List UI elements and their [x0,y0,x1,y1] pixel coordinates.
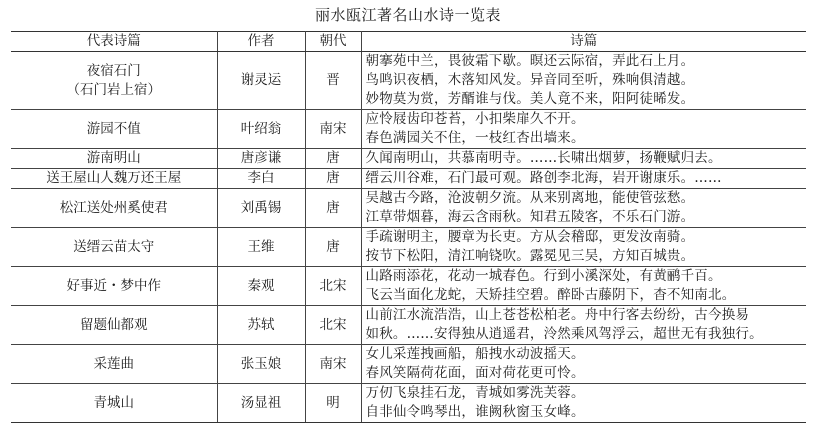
author-cell: 刘禹锡 [217,189,305,228]
poem-text-cell [361,189,806,228]
author-cell: 叶绍翁 [217,110,305,149]
poem-title: 送王屋山人魏万还王屋 [46,170,182,186]
header-dynasty: 朝代 [305,32,361,52]
poem-text-cell [361,306,806,345]
poem-line: 朝搴苑中兰，畏彼霜下歇。暝还云际宿，弄此石上月。 [365,53,695,69]
table-row [11,52,806,110]
table-row [11,189,806,228]
dynasty-cell: 北宋 [305,267,361,306]
author-cell: 李白 [217,169,305,189]
author-cell: 王维 [217,228,305,267]
table-row [11,267,806,306]
author-cell: 谢灵运 [217,52,305,110]
poem-line: 手疏谢明主，腰章为长吏。方从会稽邸，更发汝南骑。 [365,229,695,245]
author-cell: 唐彦谦 [217,149,305,169]
poem-line: 应怜屐齿印苍苔，小扣柴扉久不开。 [365,111,585,127]
poem-title: 松江送处州奚使君 [59,199,168,216]
poem-line: 鸟鸣识夜栖，木落知风发。异音同至听，殊响俱清越。 [365,72,695,88]
table-row [11,306,806,345]
poem-title-cell [11,306,217,345]
poem-line: 山前江水流浩浩，山上苍苍松柏老。舟中行客去纷纷，古今换易 [365,307,750,323]
dynasty-cell: 晋 [305,52,361,110]
poem-title: 游南明山 [86,150,141,166]
poem-line: 江草带烟暮，海云含雨秋。知君五陵客，不乐石门游。 [365,209,695,225]
poem-title: 采莲曲 [93,355,134,372]
poem-text-cell [361,52,806,110]
dynasty-cell: 北宋 [305,306,361,345]
poem-title: 好事近・梦中作 [66,277,161,294]
author-cell: 苏轼 [217,306,305,345]
poem-title-cell [11,189,217,228]
dynasty-cell: 唐 [305,228,361,267]
table-row [11,149,806,169]
table-row [11,110,806,149]
poem-text-cell [361,169,806,189]
dynasty-cell: 南宋 [305,110,361,149]
table-row [11,345,806,384]
dynasty-cell: 唐 [305,149,361,169]
poem-title: 夜宿石门 [86,62,141,79]
poem-title-cell [11,345,217,384]
poem-line: 女儿采莲拽画船，船拽水动波摇天。 [365,346,585,362]
table-body [11,52,806,423]
poem-text-cell [361,228,806,267]
poem-title-cell [11,110,217,149]
poem-line: 妙物莫为赏，芳醑谁与伐。美人竟不来，阳阿徒晞发。 [365,91,695,107]
poem-title-cell [11,149,217,169]
table-row [11,228,806,267]
dynasty-cell: 唐 [305,169,361,189]
poem-title-cell [11,384,217,423]
poem-line: 万仞飞泉挂石龙，青城如雾洗芙蓉。 [365,385,585,401]
poem-title-cell [11,267,217,306]
dynasty-cell: 唐 [305,189,361,228]
poem-line: 山路雨添花，花动一城春色。行到小溪深处，有黄鹂千百。 [365,268,722,284]
poem-title: 送缙云苗太守 [73,238,155,255]
poem-line: 缙云川谷难，石门最可观。路创李北海，岩开谢康乐。…… [365,170,722,186]
poem-title: 青城山 [93,394,134,411]
dynasty-cell: 明 [305,384,361,423]
poem-title-cell [11,169,217,189]
poem-text-cell [361,345,806,384]
header-row [11,32,806,52]
author-cell: 汤显祖 [217,384,305,423]
poem-line: 吴越古今路，沧波朝夕流。从来别离地，能使管弦愁。 [365,190,695,206]
header-author: 作者 [217,32,305,52]
author-cell: 张玉娘 [217,345,305,384]
table-title: 丽水瓯江著名山水诗一览表 [314,6,501,24]
poem-line: 春色满园关不住，一枝红杏出墙来。 [365,130,585,146]
poem-line: 如秋。……安得独从逍遥君，泠然乘风驾浮云，超世无有我独行。 [365,326,763,342]
poem-text-cell [361,149,806,169]
poem-subtitle: （石门岩上宿） [66,81,161,98]
author-cell: 秦观 [217,267,305,306]
poetry-table [11,31,806,423]
poem-title: 游园不值 [86,120,141,137]
table-row [11,169,806,189]
header-poem-text: 诗篇 [361,32,806,52]
poem-title-cell [11,52,217,110]
poem-line: 自非仙令鸣琴出，谁阙秋窗玉女峰。 [365,404,585,420]
header-poem-title: 代表诗篇 [11,32,217,52]
poem-title: 留题仙都观 [80,316,148,333]
poem-text-cell [361,110,806,149]
poem-line: 久闻南明山，共慕南明寺。……长啸出烟萝，扬鞭赋归去。 [365,150,722,166]
poem-title-cell [11,228,217,267]
poem-text-cell [361,384,806,423]
poem-line: 春风笑隔荷花面，面对荷花更可怜。 [365,365,585,381]
poem-text-cell [361,267,806,306]
poem-line: 按节下松阳，清江响铙吹。露冕见三吴，方知百城贵。 [365,248,695,264]
poem-line: 飞云当面化龙蛇，天矫挂空碧。醉卧古藤阴下，杳不知南北。 [365,287,736,303]
table-row [11,384,806,423]
dynasty-cell: 南宋 [305,345,361,384]
